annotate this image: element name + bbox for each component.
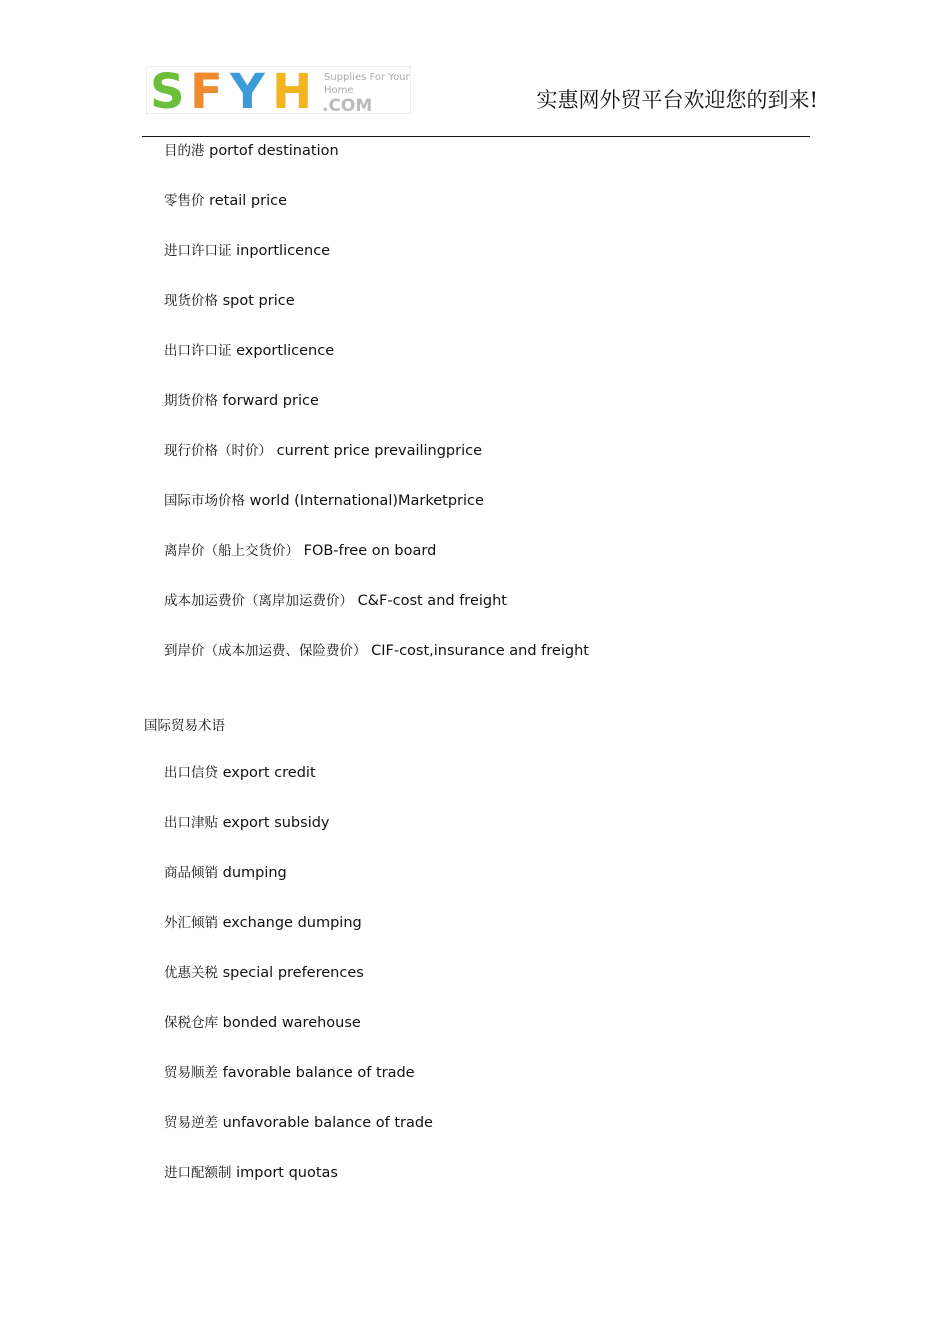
- term-english: FOB-free on board: [303, 543, 437, 559]
- welcome-banner: 实惠网外贸平台欢迎您的到来!: [536, 88, 818, 112]
- term-chinese: 国际市场价格: [164, 493, 245, 509]
- term-chinese: 到岸价（成本加运费、保险费价）: [164, 643, 367, 659]
- term-chinese: 离岸价（船上交货价）: [164, 543, 299, 559]
- sfyh-logo: [146, 66, 411, 114]
- term-chinese: 贸易逆差: [164, 1115, 218, 1131]
- term-chinese: 商品倾销: [164, 865, 218, 881]
- svg-text:S: S: [150, 66, 185, 114]
- term-item: [164, 240, 589, 290]
- term-chinese: 零售价: [164, 193, 205, 209]
- term-item: [164, 140, 589, 190]
- term-english: export credit: [222, 765, 316, 781]
- page-header: [142, 60, 818, 138]
- term-english: portof destination: [209, 143, 339, 159]
- term-chinese: 优惠关税: [164, 965, 218, 981]
- term-item: [164, 812, 433, 862]
- term-chinese: 成本加运费价（离岸加运费价）: [164, 593, 353, 609]
- svg-text:Y: Y: [230, 66, 265, 114]
- term-list: [164, 140, 589, 690]
- term-english: dumping: [222, 865, 287, 881]
- term-chinese: 出口许口证: [164, 343, 232, 359]
- term-chinese: 贸易顺差: [164, 1065, 218, 1081]
- term-item: [164, 1162, 433, 1212]
- term-item: [164, 762, 433, 812]
- term-item: [164, 962, 433, 1012]
- term-item: [164, 190, 589, 240]
- term-item: [164, 1112, 433, 1162]
- term-item: [164, 340, 589, 390]
- term-chinese: 出口津贴: [164, 815, 218, 831]
- svg-text:F: F: [190, 66, 223, 114]
- header-divider: [142, 136, 810, 137]
- term-english: unfavorable balance of trade: [222, 1115, 433, 1131]
- term-chinese: 进口许口证: [164, 243, 232, 259]
- term-english: forward price: [222, 393, 319, 409]
- term-english: CIF-cost,insurance and freight: [371, 643, 589, 659]
- term-english: bonded warehouse: [222, 1015, 361, 1031]
- term-chinese: 出口信贷: [164, 765, 218, 781]
- term-english: favorable balance of trade: [222, 1065, 415, 1081]
- term-english: export subsidy: [222, 815, 330, 831]
- term-english: spot price: [222, 293, 295, 309]
- term-chinese: 保税仓库: [164, 1015, 218, 1031]
- term-english: exchange dumping: [222, 915, 362, 931]
- term-item: [164, 540, 589, 590]
- term-item: [164, 912, 433, 962]
- term-english: inportlicence: [236, 243, 331, 259]
- term-english: current price prevailingprice: [276, 443, 483, 459]
- term-item: [164, 640, 589, 690]
- svg-text:Home: Home: [324, 85, 354, 96]
- svg-text:.COM: .COM: [322, 96, 373, 114]
- sfyh-logo-graphic: [146, 66, 411, 114]
- term-english: C&F-cost and freight: [357, 593, 507, 609]
- term-item: [164, 390, 589, 440]
- term-item: [164, 490, 589, 540]
- term-english: retail price: [209, 193, 287, 209]
- term-chinese: 目的港: [164, 143, 205, 159]
- term-item: [164, 290, 589, 340]
- term-list-international-trade: [164, 762, 433, 1212]
- term-item: [164, 590, 589, 640]
- term-chinese: 外汇倾销: [164, 915, 218, 931]
- term-english: special preferences: [222, 965, 364, 981]
- term-chinese: 进口配额制: [164, 1165, 232, 1181]
- svg-text:Supplies For Your: Supplies For Your: [324, 72, 410, 83]
- term-chinese: 现货价格: [164, 293, 218, 309]
- section-title: 国际贸易术语: [144, 718, 225, 734]
- term-item: [164, 1012, 433, 1062]
- svg-text:H: H: [272, 66, 313, 114]
- term-english: import quotas: [236, 1165, 338, 1181]
- term-english: exportlicence: [236, 343, 335, 359]
- term-chinese: 现行价格（时价）: [164, 443, 272, 459]
- term-chinese: 期货价格: [164, 393, 218, 409]
- term-item: [164, 862, 433, 912]
- term-english: world (International)Marketprice: [249, 493, 484, 509]
- term-item: [164, 440, 589, 490]
- term-item: [164, 1062, 433, 1112]
